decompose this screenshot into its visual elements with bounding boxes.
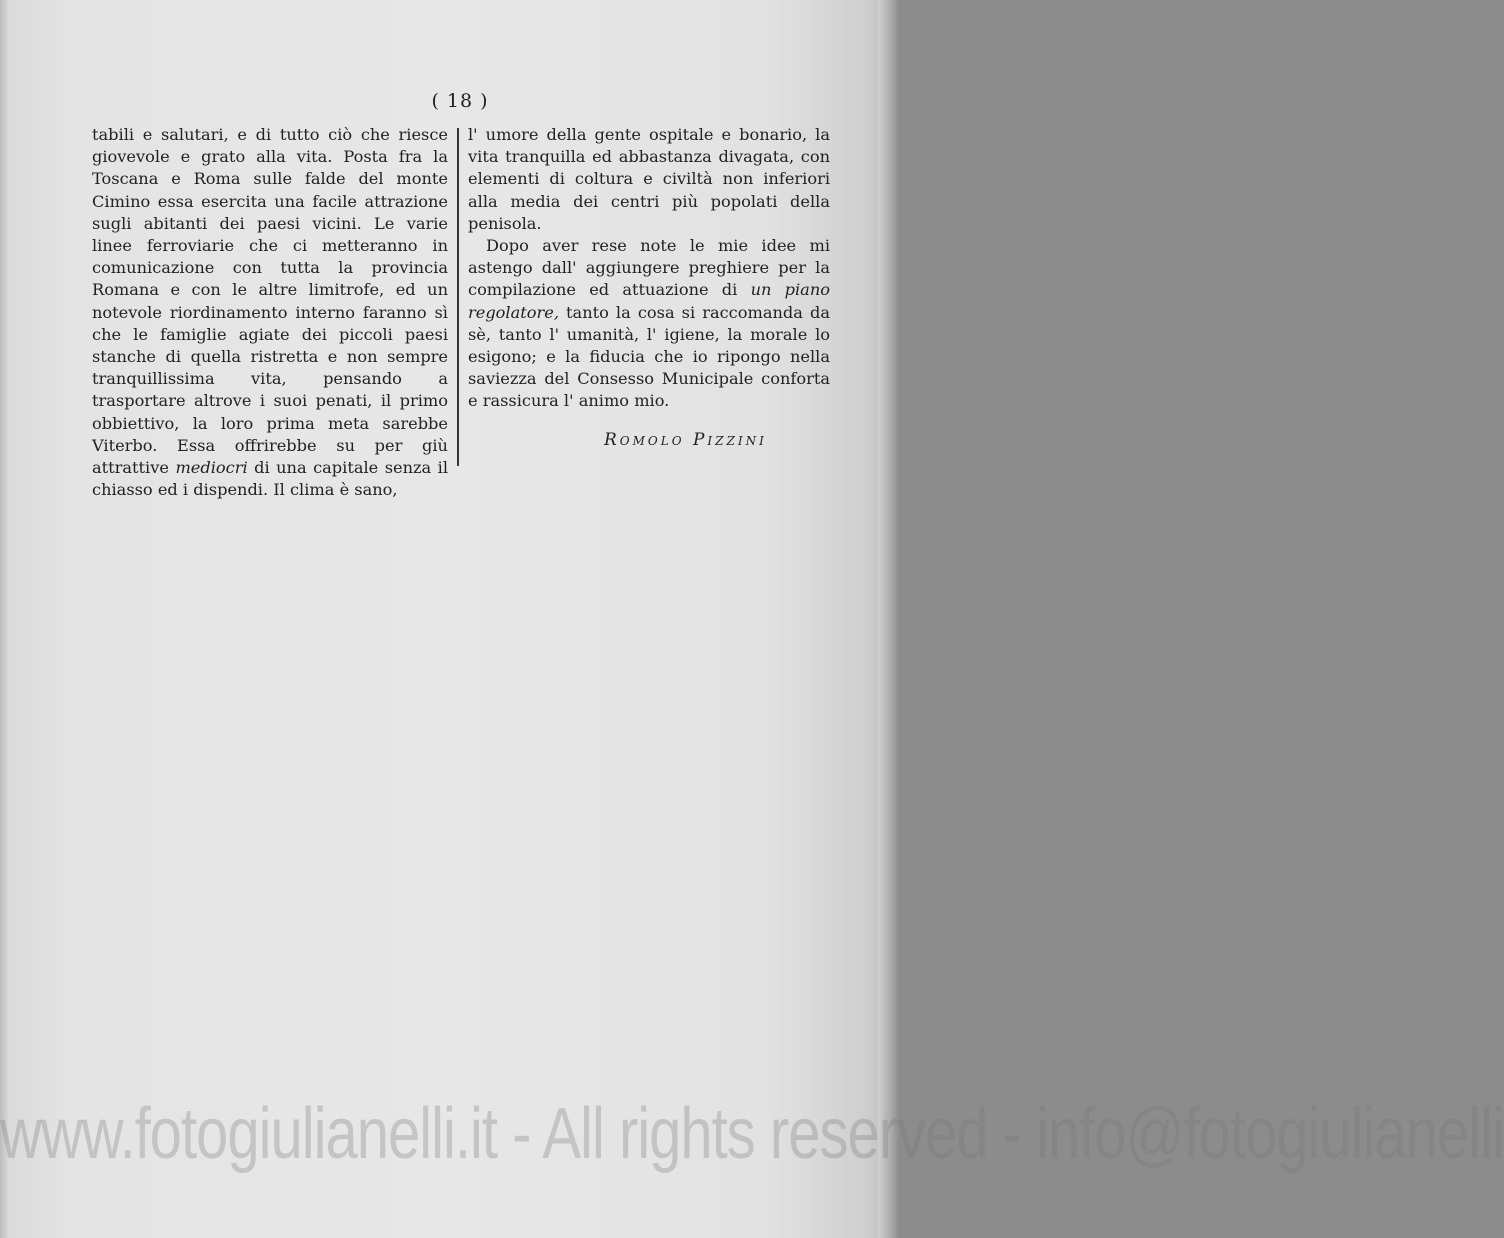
page-edge: [878, 0, 900, 1238]
right-text-2: tanto la cosa si raccomanda da sè, tanto l' umanità, l' igiene, la morale lo esigono; e la fiducia che io ripongo nella saviezza del Consesso Municipale conforta e rassicura l' animo mio.: [468, 302, 830, 411]
left-text-1: tabili e salutari, e di tutto ciò che riesce giovevole e grato alla vita. Posta fra la Toscana e Roma sulle falde del monte Cimino essa esercita una facile attrazione sugli abitanti dei paesi vicini. Le varie linee ferroviarie che ci metteranno in comunicazione con tutta la provincia Romana e con le altre limitrofe, ed un notevole riordinamento interno faranno sì che le famiglie agiate dei piccoli paesi stanche di quella ristretta e non sempre tranquillissima vita, pensando a trasportare altrove i suoi penati, il primo obbiettivo, la loro prima meta sarebbe Viterbo. Essa offrirebbe su per giù attrattive: [92, 125, 448, 478]
page-spine: [0, 0, 10, 1238]
left-column: [92, 124, 448, 501]
left-text-2: di una capitale senza il chiasso ed i dispendi. Il clima è sano,: [92, 458, 448, 500]
watermark: www.fotogiulianelli.it - All rights reserved - info@fotogiulianelli: [0, 1092, 1504, 1175]
right-column: [468, 124, 830, 413]
left-paragraph: [92, 124, 448, 501]
page-number: ( 18 ): [431, 90, 489, 112]
left-text-italic: mediocri: [175, 458, 248, 478]
column-divider: [457, 128, 459, 466]
right-text-italic: un piano regolatore,: [468, 280, 830, 322]
right-paragraph-1: l' umore della gente ospitale e bonario, la vita tranquilla ed abbastanza divagata, con elementi di coltura e civiltà non inferiori alla media dei centri più popolati della penisola.: [468, 125, 830, 233]
signature: Romolo Pizzini: [604, 430, 767, 450]
right-text-1: Dopo aver rese note le mie idee mi astengo dall' aggiungere preghiere per la compilazione ed attuazione di: [468, 236, 830, 300]
right-paragraph-2: [468, 235, 830, 413]
